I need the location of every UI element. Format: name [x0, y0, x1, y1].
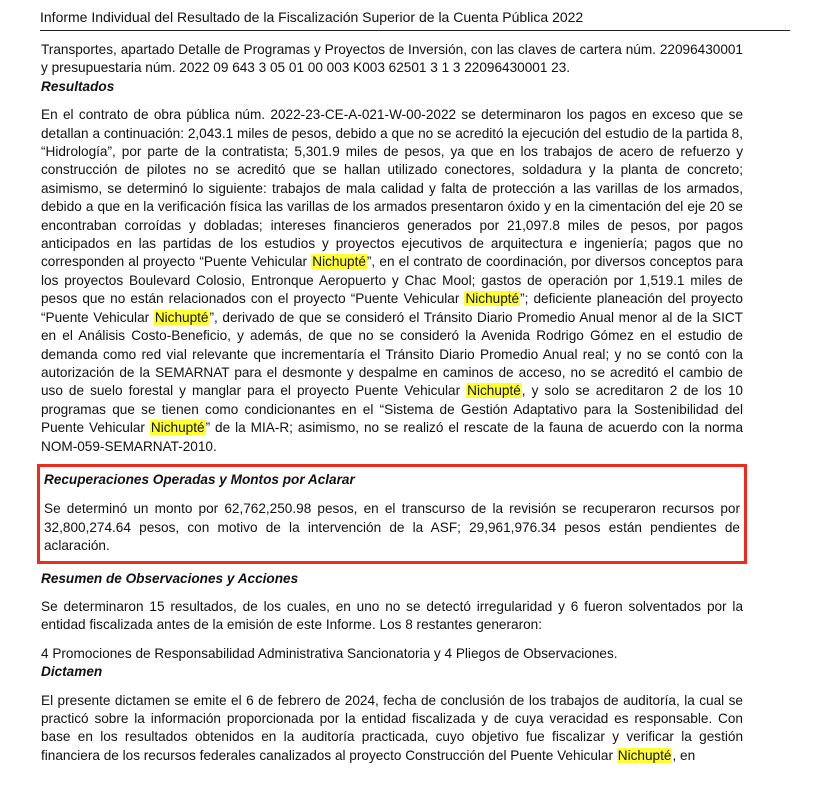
- resultados-text: ”, en el contrato de coordinación, por diversos conceptos para los proyectos Boulevard Colosio, Entronque Aeropuerto y Chac Mool; gastos de operación por 1,519.1 miles de pesos que no están relacionados con el proyecto “Puente Vehicular: [41, 254, 743, 307]
- report-header: Informe Individual del Resultado de la Fiscalización Superior de la Cuenta Pública 2022: [40, 8, 790, 31]
- recuperaciones-heading: Recuperaciones Operadas y Montos por Aclarar: [44, 471, 355, 487]
- resultados-heading: Resultados: [41, 78, 115, 94]
- dictamen-heading: Dictamen: [41, 664, 103, 680]
- intro-paragraph: Transportes, apartado Detalle de Programas y Proyectos de Inversión, con las claves de cartera núm. 22096430001 y presupuestaria núm. 2022 09 643 3 05 01 00 003 K003 62501 3 1 3 22096430001 23.: [41, 42, 743, 76]
- resultados-text: ”; deficiente planeación del proyecto “Puente Vehicular: [41, 291, 743, 325]
- highlighted-term: Nichupté: [617, 747, 672, 763]
- resumen-paragraph: Se determinaron 15 resultados, de los cuales, en uno no se detectó irregularidad y 6 fueron solventados por la entidad fiscalizada antes de la emisión de este Informe. Los 8 restantes generaron:: [41, 598, 743, 633]
- highlighted-term: Nichupté: [467, 383, 521, 399]
- resultados-text: En el contrato de obra pública núm. 2022-23-CE-A-021-W-00-2022 se determinaron los pagos en exceso que se detallan a continuación: 2,043.1 miles de pesos, debido a que no se acreditó la ejecución del estudio de la partida 8, “Hidrología”, por parte de la contratista; 5,301.9 miles de pesos, ya que en los trabajos de acero de refuerzo y construcción de pilotes no se acreditó que se hallan utilizado conectores, soldadura y la planta de concreto; asimismo, se determinó lo siguiente: trabajos de mala calidad y falta de protección a las varillas de los armados, debido a que en la verificación física las varillas de los armados presentaron óxido y en la cimentación del eje 20 se encontraban corroídas y dobladas; intereses financieros generados por 21,097.8 miles de pesos, por pagos anticipados en las partidas de los estudios y proyectos ejecutivos de arquitectura e ingeniería; pagos que no corresponden al proyecto “Puente Vehicular: [41, 107, 743, 270]
- dictamen-text: , en: [672, 747, 696, 763]
- resumen-actions: 4 Promociones de Responsabilidad Administrativa Sancionatoria y 4 Pliegos de Observaciones.: [41, 645, 618, 661]
- resultados-text: ”, derivado de que se consideró el Tránsito Diario Promedio Anual menor al de la SICT en el Análisis Costo-Beneficio, y además, de que no se consideró la Avenida Rodrigo Gómez en el estudio de demanda como red vial relevante que incrementaría el Tránsito Diario Promedio Anual real; y no se contó con la autorización de la SEMARNAT para el desmonte y despalme en caminos de acceso, no se acreditó el cambio de uso de suelo forestal y manglar para el proyecto Puente Vehicular: [41, 309, 743, 399]
- resultados-text: , y solo se acreditaron 2 de los 10 programas que se tienen como condicionantes en el “Sistema de Gestión Adaptativo para la Sostenibilidad del Puente Vehicular: [41, 383, 743, 436]
- document-body: [41, 41, 743, 765]
- dictamen-text: El presente dictamen se emite el 6 de febrero de 2024, fecha de conclusión de los trabajos de auditoría, la cual se practicó sobre la información proporcionada por la entidad fiscalizada y de cuya veracidad es responsable. Con base en los resultados obtenidos en la auditoría practicada, cuyo objetivo fue fiscalizar y verificar la gestión financiera de los recursos federales canalizados al proyecto Construcción del Puente Vehicular: [41, 692, 743, 763]
- resultados-text: ” de la MIA-R; asimismo, no se realizó el rescate de la fauna de acuerdo con la norma NOM-059-SEMARNAT-2010.: [41, 420, 743, 454]
- resultados-paragraph: [41, 106, 743, 456]
- dictamen-paragraph: [41, 692, 743, 766]
- highlighted-term: Nichupté: [150, 420, 205, 436]
- resumen-heading: Resumen de Observaciones y Acciones: [41, 570, 299, 586]
- highlighted-term: Nichupté: [154, 309, 209, 325]
- highlighted-term: Nichupté: [465, 291, 520, 307]
- recuperaciones-paragraph: Se determinó un monto por 62,762,250.98 pesos, en el transcurso de la revisión se recuperaron recursos por 32,800,274.64 pesos, con motivo de la intervención de la ASF; 29,961,976.34 pesos están pendientes de aclaración.: [44, 501, 740, 554]
- recuperaciones-highlight-box: [37, 464, 747, 564]
- highlighted-term: Nichupté: [312, 254, 366, 270]
